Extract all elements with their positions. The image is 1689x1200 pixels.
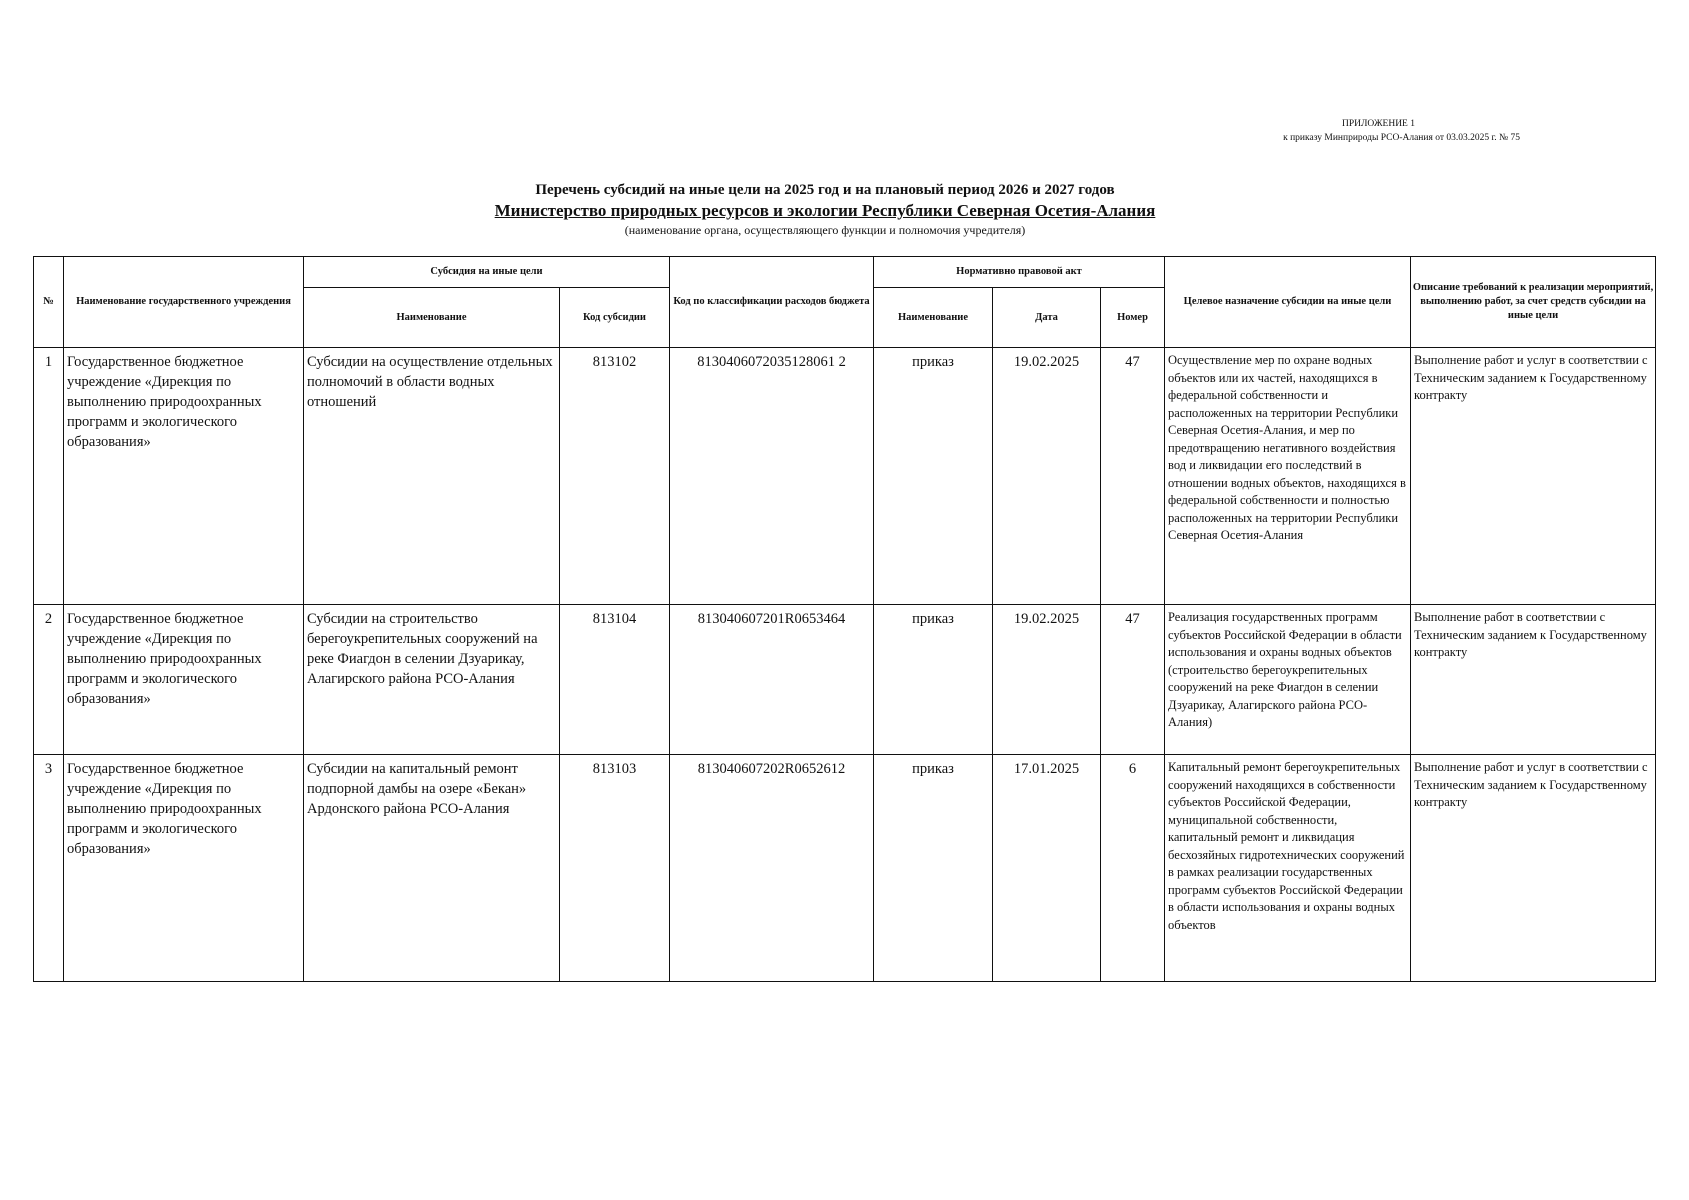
col-header-budget-code: Код по классификации расходов бюджета [670, 257, 874, 348]
cell-requirements: Выполнение работ и услуг в соответствии с Техническим заданием к Государственному контракту [1411, 348, 1656, 605]
table-header-row [34, 257, 1656, 288]
ministry-caption: (наименование органа, осуществляющего функции и полномочия учредителя) [624, 223, 1026, 237]
cell-budget-code: 813040607201R0653464 [670, 605, 874, 755]
col-header-act-number: Номер [1101, 288, 1165, 348]
cell-purpose: Реализация государственных программ субъектов Российской Федерации в области использования и охраны водных объектов (строительство берегоукрепительных сооружений на реке Фиагдон в селении Дзуарикау, Алагирского района РСО-Алания) [1165, 605, 1411, 755]
cell-purpose: Капитальный ремонт берегоукрепительных сооружений находящихся в собственности субъектов Российской Федерации, муниципальной собственности, капитальный ремонт и ликвидация бесхозяйных гидротехнических сооружений в рамках реализации государственных программ субъектов Российской Федерации в области использования и охраны водных объектов [1165, 755, 1411, 982]
cell-act-name: приказ [874, 348, 993, 605]
col-header-subsidy-code: Код субсидии [560, 288, 670, 348]
appendix-order-ref: к приказу Минприроды РСО-Алания от 03.03.2025 г. № 75 [1283, 133, 1520, 143]
document-title: Перечень субсидий на иные цели на 2025 год и на плановый период 2026 и 2027 годов [535, 182, 1115, 198]
cell-subsidy-name: Субсидии на капитальный ремонт подпорной дамбы на озере «Бекан» Ардонского района РСО-Алания [304, 755, 560, 982]
col-header-subsidy-group: Субсидия на иные цели [304, 257, 670, 288]
col-header-purpose: Целевое назначение субсидии на иные цели [1165, 257, 1411, 348]
cell-subsidy-name: Субсидии на строительство берегоукрепительных сооружений на реке Фиагдон в селении Дзуарикау, Алагирского района РСО-Алания [304, 605, 560, 755]
cell-budget-code: 8130406072035128061 2 [670, 348, 874, 605]
cell-institution: Государственное бюджетное учреждение «Дирекция по выполнению природоохранных программ и экологического образования» [64, 605, 304, 755]
col-header-institution: Наименование государственного учреждения [64, 257, 304, 348]
cell-act-date: 19.02.2025 [993, 348, 1101, 605]
cell-requirements: Выполнение работ в соответствии с Техническим заданием к Государственному контракту [1411, 605, 1656, 755]
appendix-block [1150, 117, 1520, 145]
cell-act-number: 6 [1101, 755, 1165, 982]
cell-num: 3 [34, 755, 64, 982]
cell-act-date: 19.02.2025 [993, 605, 1101, 755]
document-header [440, 180, 1210, 238]
table-row [34, 755, 1656, 982]
cell-act-name: приказ [874, 755, 993, 982]
cell-subsidy-code: 813103 [560, 755, 670, 982]
col-header-act-group: Нормативно правовой акт [874, 257, 1165, 288]
cell-subsidy-code: 813102 [560, 348, 670, 605]
col-header-num: № [34, 257, 64, 348]
cell-act-number: 47 [1101, 605, 1165, 755]
cell-requirements: Выполнение работ и услуг в соответствии с Техническим заданием к Государственному контракту [1411, 755, 1656, 982]
cell-purpose: Осуществление мер по охране водных объектов или их частей, находящихся в федеральной собственности и расположенных на территории Республики Северная Осетия-Алания, и мер по предотвращению негативного воздействия вод и ликвидации его последствий в отношении водных объектов, находящихся в федеральной собственности и полностью расположенных на территории Республики Северная Осетия-Алания [1165, 348, 1411, 605]
cell-num: 1 [34, 348, 64, 605]
col-header-act-date: Дата [993, 288, 1101, 348]
col-header-subsidy-name: Наименование [304, 288, 560, 348]
cell-institution: Государственное бюджетное учреждение «Дирекция по выполнению природоохранных программ и экологического образования» [64, 348, 304, 605]
table-row [34, 348, 1656, 605]
cell-act-number: 47 [1101, 348, 1165, 605]
col-header-requirements: Описание требований к реализации мероприятий, выполнению работ, за счет средств субсидии на иные цели [1411, 257, 1656, 348]
ministry-name: Министерство природных ресурсов и экологии Республики Северная Осетия-Алания [494, 201, 1156, 220]
cell-num: 2 [34, 605, 64, 755]
appendix-label: ПРИЛОЖЕНИЕ 1 [1341, 119, 1415, 129]
cell-act-date: 17.01.2025 [993, 755, 1101, 982]
subsidies-table [33, 256, 1656, 982]
cell-act-name: приказ [874, 605, 993, 755]
cell-subsidy-name: Субсидии на осуществление отдельных полномочий в области водных отношений [304, 348, 560, 605]
table-row [34, 605, 1656, 755]
cell-subsidy-code: 813104 [560, 605, 670, 755]
col-header-act-name: Наименование [874, 288, 993, 348]
cell-budget-code: 813040607202R0652612 [670, 755, 874, 982]
cell-institution: Государственное бюджетное учреждение «Дирекция по выполнению природоохранных программ и экологического образования» [64, 755, 304, 982]
